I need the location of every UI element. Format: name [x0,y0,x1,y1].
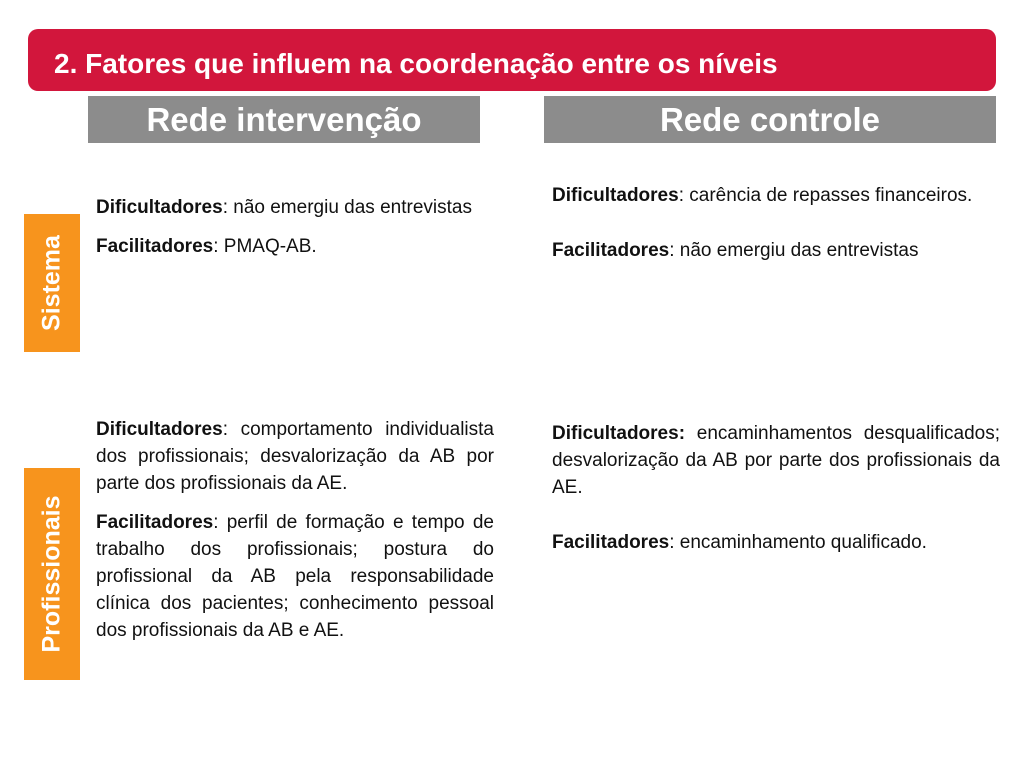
dificultadores-paragraph [96,194,494,221]
facilitadores-text: : PMAQ-AB. [213,236,317,257]
cell-profissionais-controle [552,420,1000,556]
row-label-sistema-text: Sistema [37,235,66,331]
slide-title: 2. Fatores que influem na coordenação entre os níveis [54,48,778,79]
facilitadores-paragraph [552,237,1000,264]
cell-sistema-controle [552,182,1000,264]
dificultadores-text: : não emergiu das entrevistas [222,197,472,218]
dificultadores-paragraph [552,420,1000,501]
facilitadores-text: : perfil de formação e tempo de trabalho dos profissionais; postura do profissional da AB pela responsabilidade clínica dos pacientes; conhecimento pessoal dos profissionais da AB e AE. [96,512,494,641]
dificultadores-text: : carência de repasses financeiros. [678,185,973,206]
dificultadores-paragraph [96,416,494,497]
cell-sistema-intervencao [96,194,494,260]
dificultadores-text: encaminhamentos desqualificados; desvalorização da AB por parte dos profissionais da AE. [552,423,1000,498]
dificultadores-text: : comportamento individualista dos profissionais; desvalorização da AB por parte dos profissionais da AE. [96,419,494,494]
facilitadores-text: : encaminhamento qualificado. [669,532,927,553]
dificultadores-paragraph [552,182,1000,209]
facilitadores-label: Facilitadores [552,240,670,261]
dificultadores-label: Dificultadores [96,197,223,218]
facilitadores-label: Facilitadores [96,512,214,533]
facilitadores-label: Facilitadores [96,236,214,257]
facilitadores-text: : não emergiu das entrevistas [669,240,919,261]
facilitadores-paragraph [552,529,1000,556]
dificultadores-label: Dificultadores: [552,423,686,444]
cell-profissionais-intervencao [96,416,494,644]
row-label-profissionais-text: Profissionais [37,495,66,653]
row-label-sistema [24,214,80,352]
facilitadores-paragraph [96,233,494,260]
dificultadores-label: Dificultadores [96,419,223,440]
row-label-profissionais [24,468,80,680]
column-header-rede-controle: Rede controle [544,96,996,143]
facilitadores-label: Facilitadores [552,532,670,553]
dificultadores-label: Dificultadores [552,185,679,206]
column-header-rede-intervencao: Rede intervenção [88,96,480,143]
facilitadores-paragraph [96,509,494,644]
